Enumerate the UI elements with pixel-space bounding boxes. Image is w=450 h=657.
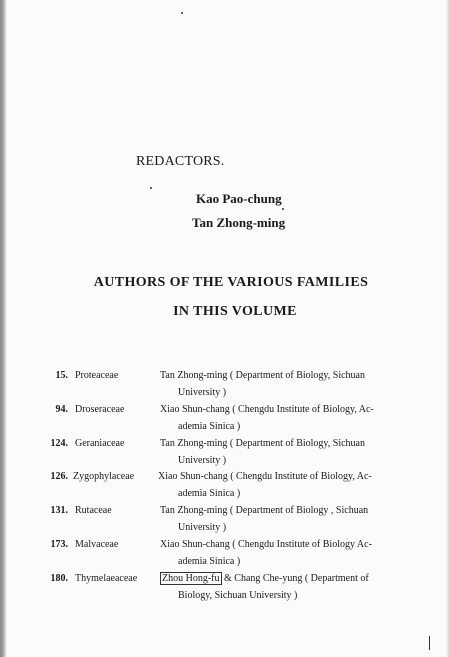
author-affiliation-line2: ademia Sinica ) bbox=[178, 421, 241, 432]
author-affiliation-line2: Biology, Sichuan University ) bbox=[178, 590, 298, 601]
authors-heading-line2: IN THIS VOLUME bbox=[173, 304, 297, 319]
family-name: Rutaceae bbox=[75, 505, 112, 516]
family-number: 173. bbox=[50, 539, 68, 550]
family-number: 180. bbox=[50, 573, 68, 584]
scan-edge-left bbox=[0, 0, 7, 657]
redactor-name: Kao Pao-chung bbox=[196, 191, 282, 206]
scan-edge-right bbox=[446, 0, 450, 657]
author-affiliation-line2: ademia Sinica ) bbox=[178, 488, 241, 499]
scan-speck bbox=[429, 636, 430, 650]
author-affiliation-line1: Xiao Shun-chang ( Chengdu Institute of Biology, Ac- bbox=[160, 404, 374, 415]
author-affiliation-line2: University ) bbox=[178, 387, 227, 398]
author-affiliation-line1: Xiao Shun-chang ( Chengdu Institute of Biology, Ac- bbox=[158, 471, 372, 482]
family-number: 15. bbox=[55, 370, 68, 381]
family-number: 94. bbox=[55, 404, 68, 415]
author-affiliation-line2: University ) bbox=[178, 522, 227, 533]
author-affiliation-line2: University ) bbox=[178, 455, 227, 466]
family-number: 131. bbox=[50, 505, 68, 516]
author-affiliation-line1: Tan Zhong-ming ( Department of Biology , Sichuan bbox=[160, 505, 369, 516]
redactors-heading: REDACTORS. bbox=[136, 154, 225, 169]
scan-speck bbox=[282, 208, 284, 210]
author-affiliation-line1: Tan Zhong-ming ( Department of Biology, Sichuan bbox=[160, 370, 365, 381]
author-affiliation-line1 bbox=[160, 570, 369, 587]
family-name: Droseraceae bbox=[75, 404, 125, 415]
author-affiliation-rest: & Chang Che-yung ( Department of bbox=[221, 573, 369, 584]
family-name: Zygophylaceae bbox=[73, 471, 135, 482]
highlighted-author-name[interactable]: Zhou Hong-fu bbox=[162, 573, 220, 584]
authors-heading-line1: AUTHORS OF THE VARIOUS FAMILIES bbox=[93, 275, 369, 290]
family-name: Malvaceae bbox=[75, 539, 119, 550]
family-name: Proteaceae bbox=[75, 370, 119, 381]
family-name: Geraniaceae bbox=[75, 438, 125, 449]
author-affiliation-line2: ademia Sinica ) bbox=[178, 556, 241, 567]
family-number: 126. bbox=[50, 471, 68, 482]
author-affiliation-line1: Xiao Shun-chang ( Chengdu Institute of Biology Ac- bbox=[160, 539, 372, 550]
family-number: 124. bbox=[50, 438, 68, 449]
scan-speck bbox=[181, 12, 183, 14]
author-affiliation-line1: Tan Zhong-ming ( Department of Biology, Sichuan bbox=[160, 438, 365, 449]
scan-speck bbox=[150, 187, 152, 189]
redactor-name: Tan Zhong-ming bbox=[192, 215, 286, 230]
family-name: Thymelaeaceae bbox=[75, 573, 138, 584]
